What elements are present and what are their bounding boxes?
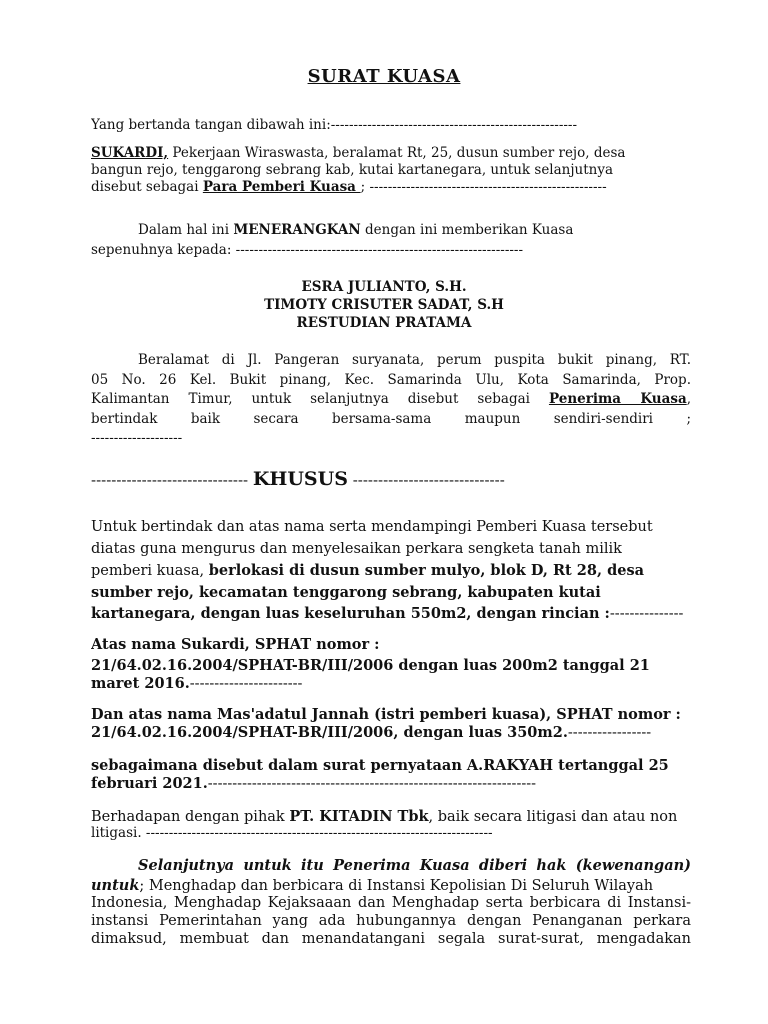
grantor-line-3	[91, 178, 691, 196]
opponent-bold: PT. KITADIN Tbk	[289, 808, 429, 825]
grantee-2: TIMOTY CRISUTER SADAT, S.H	[264, 297, 504, 313]
authority-line-3: Indonesia, Menghadap Kejaksaaan dan Menghadap serta berbicara di Instansi-	[91, 895, 691, 911]
purpose-text-3b: berlokasi di dusun sumber mulyo, blok D, Rt 28, desa	[208, 562, 644, 579]
opponent-pre: Berhadapan dengan pihak	[91, 809, 290, 825]
statement-line-2: sepenuhnya kepada: ---------------------------------------------------------------	[91, 242, 524, 258]
parcel-2-text-2a: 21/64.02.16.2004/SPHAT-BR/III/2006, dengan luas 350m2.	[91, 724, 568, 741]
grantor-role: Para Pemberi Kuasa	[202, 179, 361, 195]
parcel-1-line-2: 21/64.02.16.2004/SPHAT-BR/III/2006 dengan luas 200m2 tanggal 21	[91, 657, 650, 674]
grantee-1: ESRA JULIANTO, S.H.	[301, 279, 467, 295]
reference-text-2b: -------------------------------------------------------------------	[207, 776, 537, 792]
parcel-2-line-2	[91, 722, 691, 744]
authority-text-2b: ; Menghadap dan berbicara di Instansi Kepolisian Di Seluruh Wilayah	[139, 878, 654, 894]
grantor-line-2: bangun rejo, tenggarong sebrang kab, kutai kartanegara, untuk selanjutnya	[91, 162, 614, 178]
section-heading	[91, 468, 691, 490]
authority-text-2a: untuk	[91, 877, 140, 894]
purpose-text-5a: kartanegara, dengan luas keseluruhan 550m2, dengan rincian :	[91, 605, 610, 622]
section-left-dashes: -------------------------------	[91, 471, 253, 489]
opponent-line-2: litigasi. ----------------------------------------------------------------------------	[91, 825, 493, 841]
parcel-2-text-2b: -----------------	[567, 725, 652, 741]
address-line-4: bertindak baik secara bersama-sama maupun sendiri-sendiri ;	[91, 411, 691, 427]
statement-post: dengan ini memberikan Kuasa	[360, 222, 574, 238]
section-right-dashes: ------------------------------	[347, 471, 505, 489]
authority-line-4: instansi Pemerintahan yang ada hubungannya dengan Penanganan perkara	[91, 913, 691, 929]
purpose-line-2: diatas guna mengurus dan menyelesaikan perkara sengketa tanah milik	[91, 541, 622, 557]
authority-line-5: dimaksud, membuat dan menandatangani segala surat-surat, mengadakan	[91, 931, 691, 947]
address-line-1: Beralamat di Jl. Pangeran suryanata, perum puspita bukit pinang, RT.	[138, 352, 691, 368]
grantor-name: SUKARDI,	[91, 145, 169, 161]
address-role: Penerima Kuasa	[548, 391, 687, 407]
purpose-line-4: sumber rejo, kecamatan tenggarong sebrang, kabupaten kutai	[91, 584, 601, 601]
opponent-post: , baik secara litigasi dan atau non	[428, 809, 678, 825]
reference-line-2	[91, 773, 691, 795]
address-line-3	[91, 390, 691, 408]
section-label: KHUSUS	[252, 468, 348, 490]
grantor-line-1	[91, 144, 691, 162]
grantor-text-3a: disebut sebagai	[91, 179, 203, 195]
address-text-3b: ,	[686, 391, 691, 407]
purpose-line-1: Untuk bertindak dan atas nama serta mendampingi Pemberi Kuasa tersebut	[91, 519, 653, 535]
grantor-text-3b: ; ----------------------------------------------------	[360, 179, 607, 195]
address-line-2: 05 No. 26 Kel. Bukit pinang, Kec. Samarinda Ulu, Kota Samarinda, Prop.	[91, 372, 691, 388]
purpose-text-3a: pemberi kuasa,	[91, 563, 209, 579]
document-title: SURAT KUASA	[307, 66, 461, 87]
parcel-1-text-3a: maret 2016.	[91, 675, 190, 692]
statement-bold: MENERANGKAN	[233, 222, 361, 238]
reference-line-1: sebagaimana disebut dalam surat pernyataan A.RAKYAH tertanggal 25	[91, 757, 669, 774]
grantor-text-1: Pekerjaan Wiraswasta, beralamat Rt, 25, dusun sumber rejo, desa	[168, 145, 626, 161]
authority-line-1: Selanjutnya untuk itu Penerima Kuasa diberi hak (kewenangan)	[138, 857, 691, 874]
purpose-text-5b: ---------------	[609, 606, 684, 622]
parcel-1-line-3	[91, 673, 691, 695]
address-line-5: --------------------	[91, 430, 183, 446]
statement-line-1	[138, 221, 691, 239]
parcel-1-line-1: Atas nama Sukardi, SPHAT nomor :	[91, 636, 380, 653]
parcel-2-line-1: Dan atas nama Mas'adatul Jannah (istri pemberi kuasa), SPHAT nomor :	[91, 706, 681, 723]
grantee-3: RESTUDIAN PRATAMA	[296, 315, 472, 331]
reference-text-2a: februari 2021.	[91, 775, 208, 792]
address-text-3a: Kalimantan Timur, untuk selanjutnya disebut sebagai	[91, 391, 549, 407]
purpose-line-3	[91, 560, 691, 582]
intro-line: Yang bertanda tangan dibawah ini:------------------------------------------------------	[91, 117, 578, 133]
parcel-1-text-3b: -----------------------	[189, 676, 303, 692]
purpose-line-5	[91, 603, 691, 625]
statement-pre: Dalam hal ini	[138, 222, 234, 238]
